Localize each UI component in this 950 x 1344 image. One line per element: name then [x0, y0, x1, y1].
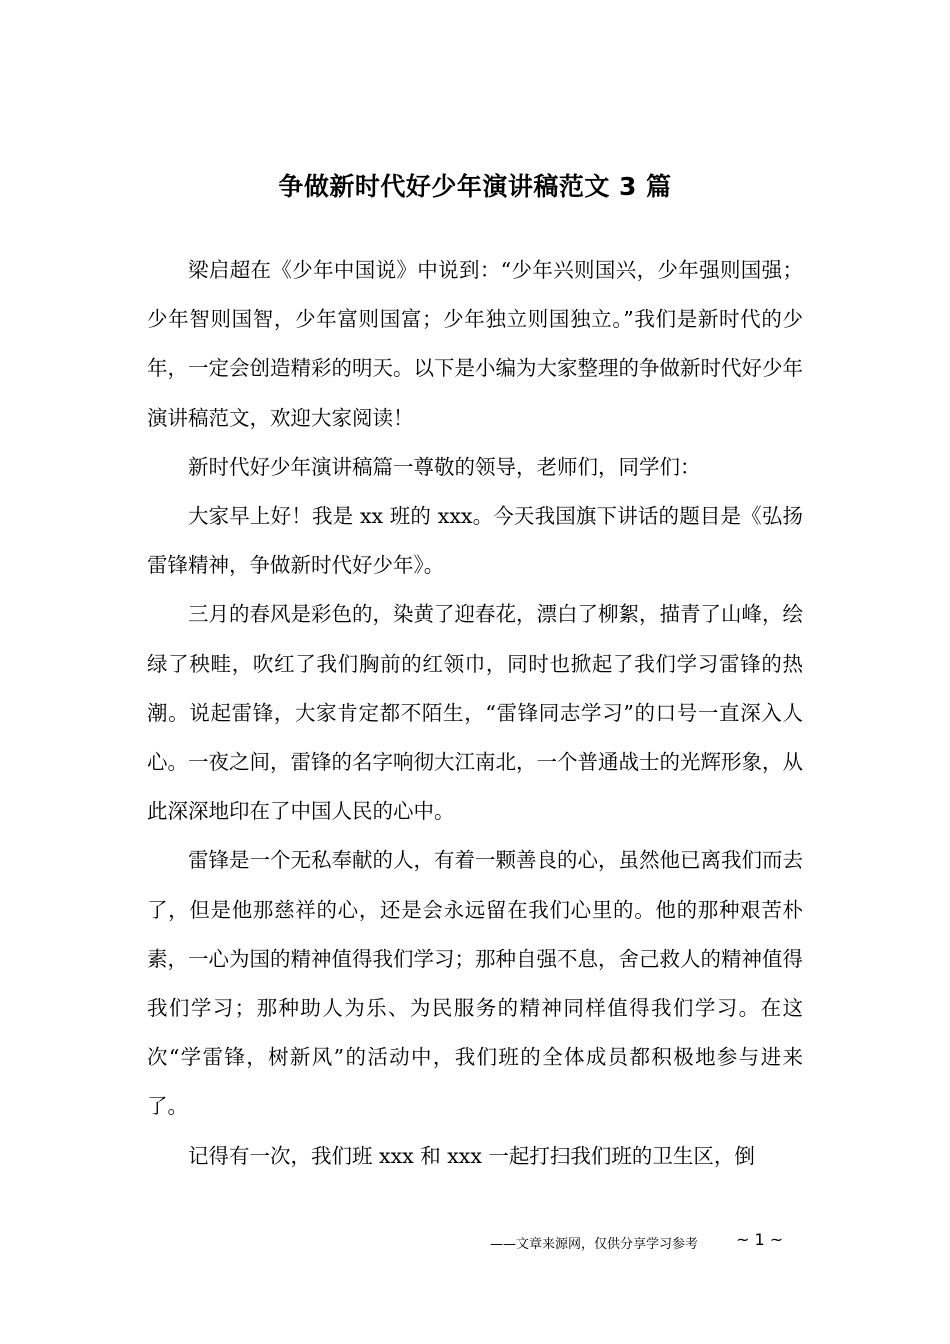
page-number: ~ 1 ~	[736, 1230, 784, 1249]
paragraph-memory: 记得有一次，我们班 xxx 和 xxx 一起打扫我们班的卫生区，倒	[188, 1143, 755, 1168]
document-body	[147, 246, 803, 1181]
page-title: 争做新时代好少年演讲稿范文 3 篇	[278, 171, 672, 201]
paragraph-greeting: 新时代好少年演讲稿篇一尊敬的领导，老师们，同学们：	[188, 454, 701, 479]
page-footer	[490, 1226, 790, 1266]
paragraph-opening: 大家早上好！我是 xx 班的 xxx。今天我国旗下讲话的题目是《弘扬雷锋精神，争做新时代好少年》。	[147, 504, 803, 578]
paragraph-leifeng: 雷锋是一个无私奉献的人，有着一颗善良的心，虽然他已离我们而去了，但是他那慈祥的心，还是会永远留在我们心里的。他的那种艰苦朴素，一心为国的精神值得我们学习；那种自强不息，舍己救人的精神值得我们学习；那种助人为乐、为民服务的精神同样值得我们学习。在这次“学雷锋，树新风”的活动中，我们班的全体成员都积极地参与进来了。	[147, 848, 803, 1119]
paragraph-spring: 三月的春风是彩色的，染黄了迎春花，漂白了柳絮，描青了山峰，绘绿了秧畦，吹红了我们胸前的红领巾，同时也掀起了我们学习雷锋的热潮。说起雷锋，大家肯定都不陌生，“雷锋同志学习”的口号一直深入人心。一夜之间，雷锋的名字响彻大江南北，一个普通战士的光辉形象，从此深深地印在了中国人民的心中。	[147, 602, 803, 824]
paragraph-intro: 梁启超在《少年中国说》中说到：“少年兴则国兴，少年强则国强；少年智则国智，少年富则国富；少年独立则国独立。”我们是新时代的少年，一定会创造精彩的明天。以下是小编为大家整理的争做新时代好少年演讲稿范文，欢迎大家阅读！	[147, 258, 803, 430]
footer-source-note: ——文章来源网，仅供分享学习参考	[490, 1237, 699, 1252]
